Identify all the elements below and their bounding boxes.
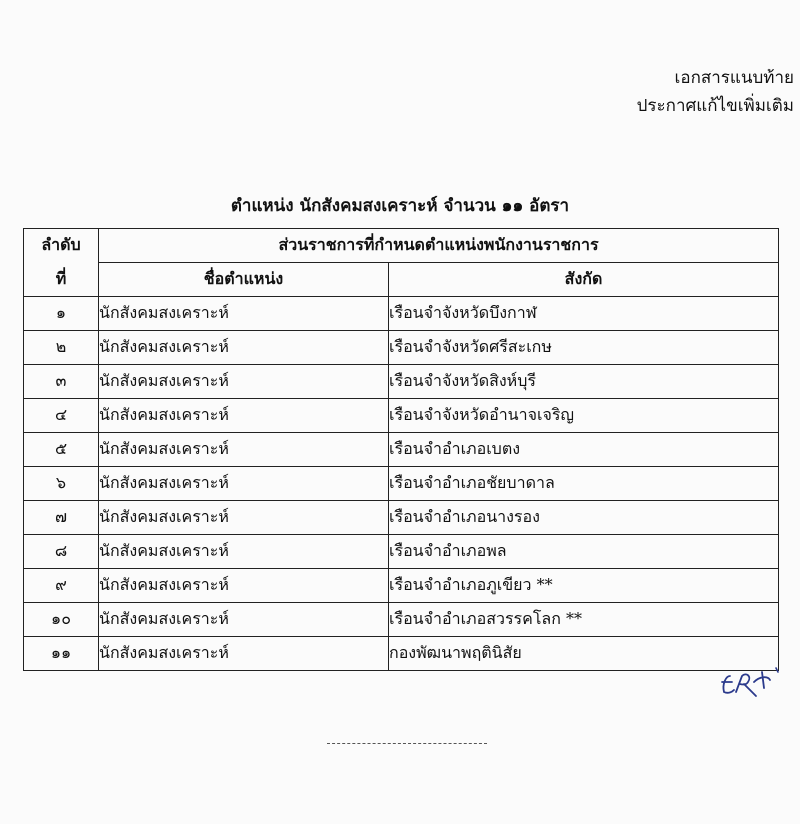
table-row <box>24 467 779 501</box>
row-position: นักสังคมสงเคราะห์ <box>99 603 389 637</box>
row-no: ๑๐ <box>24 603 99 637</box>
header-no-line1: ลำดับ <box>24 229 99 263</box>
row-position: นักสังคมสงเคราะห์ <box>99 535 389 569</box>
row-unit: เรือนจำจังหวัดอำนาจเจริญ <box>389 399 779 433</box>
table-row <box>24 365 779 399</box>
table-row <box>24 501 779 535</box>
row-unit: กองพัฒนาพฤตินิสัย <box>389 637 779 671</box>
header-group: ส่วนราชการที่กำหนดตำแหน่งพนักงานราชการ <box>99 229 779 263</box>
table-row <box>24 535 779 569</box>
row-position: นักสังคมสงเคราะห์ <box>99 569 389 603</box>
table-header-row-2 <box>24 263 779 297</box>
row-unit: เรือนจำอำเภอภูเขียว ** <box>389 569 779 603</box>
header-no-line2: ที่ <box>24 263 99 297</box>
row-position: นักสังคมสงเคราะห์ <box>99 637 389 671</box>
table-header-row-1 <box>24 229 779 263</box>
table-row <box>24 399 779 433</box>
header-unit: สังกัด <box>389 263 779 297</box>
row-unit: เรือนจำอำเภอนางรอง <box>389 501 779 535</box>
row-unit: เรือนจำอำเภอพล <box>389 535 779 569</box>
signature-icon <box>716 662 788 708</box>
row-position: นักสังคมสงเคราะห์ <box>99 365 389 399</box>
table-row <box>24 637 779 671</box>
table-row <box>24 603 779 637</box>
row-no: ๘ <box>24 535 99 569</box>
row-position: นักสังคมสงเคราะห์ <box>99 297 389 331</box>
row-no: ๖ <box>24 467 99 501</box>
attachment-note <box>637 64 794 120</box>
row-position: นักสังคมสงเคราะห์ <box>99 433 389 467</box>
row-position: นักสังคมสงเคราะห์ <box>99 399 389 433</box>
row-unit: เรือนจำอำเภอชัยบาดาล <box>389 467 779 501</box>
table-row <box>24 569 779 603</box>
positions-table <box>23 228 779 671</box>
row-no: ๑๑ <box>24 637 99 671</box>
end-divider <box>327 743 487 744</box>
row-unit: เรือนจำจังหวัดสิงห์บุรี <box>389 365 779 399</box>
row-no: ๔ <box>24 399 99 433</box>
row-unit: เรือนจำอำเภอสวรรคโลก ** <box>389 603 779 637</box>
row-no: ๓ <box>24 365 99 399</box>
row-position: นักสังคมสงเคราะห์ <box>99 331 389 365</box>
row-no: ๒ <box>24 331 99 365</box>
row-unit: เรือนจำจังหวัดบึงกาฬ <box>389 297 779 331</box>
table-row <box>24 433 779 467</box>
table-row <box>24 331 779 365</box>
attachment-line-1: เอกสารแนบท้าย <box>674 68 794 88</box>
row-no: ๗ <box>24 501 99 535</box>
document-title: ตำแหน่ง นักสังคมสงเคราะห์ จำนวน ๑๑ อัตรา <box>230 196 570 216</box>
row-no: ๙ <box>24 569 99 603</box>
row-position: นักสังคมสงเคราะห์ <box>99 467 389 501</box>
row-unit: เรือนจำจังหวัดศรีสะเกษ <box>389 331 779 365</box>
table-row <box>24 297 779 331</box>
attachment-line-2: ประกาศแก้ไขเพิ่มเติม <box>636 96 794 116</box>
row-position: นักสังคมสงเคราะห์ <box>99 501 389 535</box>
row-unit: เรือนจำอำเภอเบตง <box>389 433 779 467</box>
row-no: ๑ <box>24 297 99 331</box>
row-no: ๕ <box>24 433 99 467</box>
header-position: ชื่อตำแหน่ง <box>99 263 389 297</box>
